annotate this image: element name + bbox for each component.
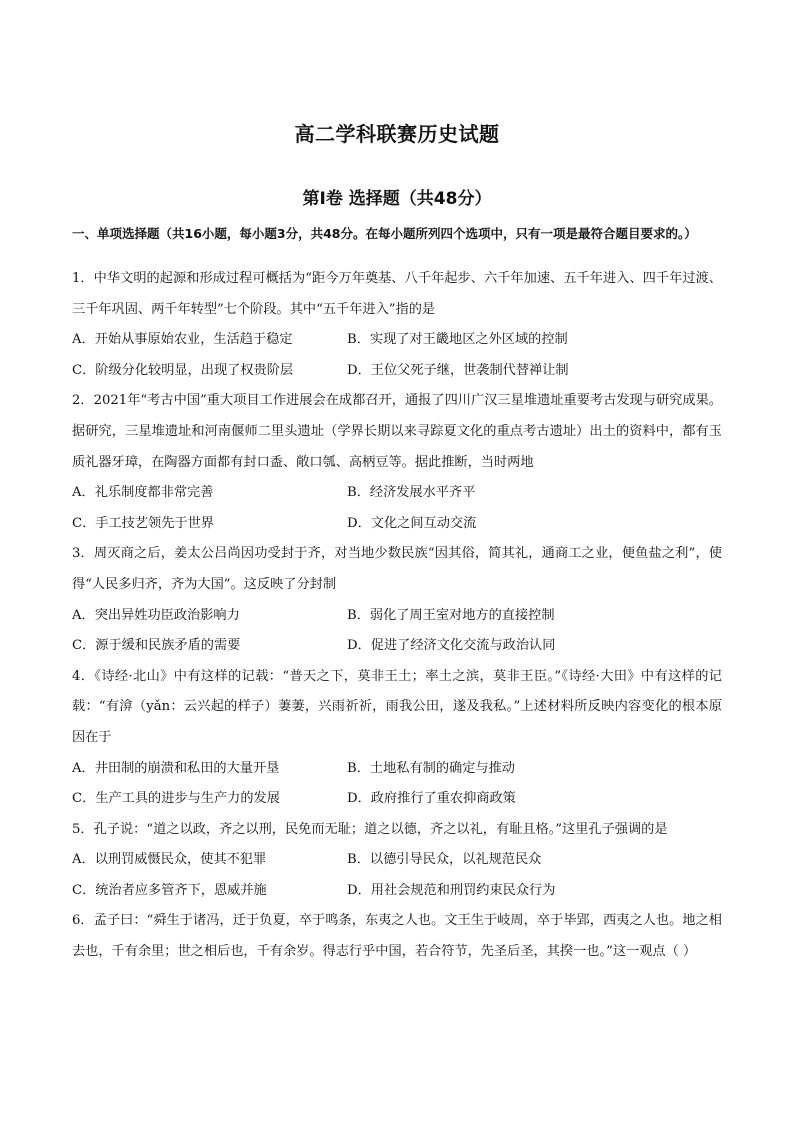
section-instructions: 一、单项选择题（共16小题，每小题3分，共48分。在每小题所列四个选项中，只有一项是最符合题目要求的。） [72, 226, 697, 241]
option-b: B．以德引导民众，以礼规范民众 [347, 852, 542, 868]
option-d: D．政府推行了重农抑商政策 [347, 791, 516, 807]
question [72, 539, 722, 661]
question-stem: 2．2021年“考古中国”重大项目工作进展会在成都召开，通报了四川广汉三星堆遗址重要考古发现与研究成果。据研究，三星堆遗址和河南偃师二里头遗址（学界长期以来寻踪夏文化的重点考古遗址）出土的资料中，都有玉质礼器牙璋，在陶器方面都有封口盉、敞口瓠、高柄豆等。据此推断，当时两地 [72, 393, 722, 470]
question-stem: 1．中华文明的起源和形成过程可概括为“距今万年奠基、八千年起步、六千年加速、五千年进入、四千年过渡、三千年巩固、两千年转型”七个阶段。其中“五千年进入”指的是 [72, 271, 722, 317]
question [72, 662, 722, 815]
option-c: C．源于缓和民族矛盾的需要 [72, 638, 241, 654]
option-a: A．井田制的崩溃和私田的大量开垦 [72, 760, 280, 776]
option-grid [72, 325, 722, 386]
option-d: D．文化之间互动交流 [347, 515, 477, 531]
question-stem: 5．孔子说：“道之以政，齐之以刑，民免而无耻；道之以德，齐之以礼，有耻且格。”这里孔子强调的是 [72, 821, 668, 837]
question-stem: 3．周灭商之后，姜太公吕尚因功受封于齐，对当地少数民族“因其俗，简其礼，通商工之业，便鱼盐之利”，使得“人民多归齐，齐为大国”。这反映了分封制 [72, 546, 722, 592]
option-b: B．经济发展水平齐平 [347, 485, 476, 501]
option-grid [72, 754, 722, 815]
question [72, 264, 722, 386]
option-grid [72, 478, 722, 539]
question-stem: 6．孟子曰：“舜生于诸冯，迁于负夏，卒于鸣条，东夷之人也。文王生于岐周，卒于毕郢，西夷之人也。地之相去也，千有余里；世之相后也，千有余岁。得志行乎中国，若合符节，先圣后圣，其揆一也。”这一观点（ ） [72, 913, 722, 960]
option-grid [72, 845, 722, 906]
option-b: B．土地私有制的确定与推动 [347, 760, 515, 776]
question-list [72, 264, 722, 968]
option-d: D．用社会规范和刑罚约束民众行为 [347, 882, 556, 898]
question [72, 815, 722, 907]
question-stem: 4．《诗经·北山》中有这样的记载：“普天之下，莫非王土；率土之滨，莫非王臣。”《诗经·大田》中有这样的记载：“有渰（yǎn：云兴起的样子）萋萋，兴雨祈祈，雨我公田，遂及我私。”上述材料所反映内容变化的根本原因在于 [72, 668, 722, 745]
option-a: A．以刑罚威慑民众，使其不犯罪 [72, 852, 267, 868]
exam-title: 高二学科联赛历史试题 [294, 122, 500, 146]
option-c: C．统治者应多管齐下，恩威并施 [72, 882, 267, 898]
option-c: C．生产工具的进步与生产力的发展 [72, 791, 280, 807]
question [72, 906, 722, 967]
option-c: C．阶级分化较明显，出现了权贵阶层 [72, 362, 294, 378]
option-d: D．促进了经济文化交流与政治认同 [347, 638, 556, 654]
option-a: A．礼乐制度都非常完善 [72, 485, 214, 501]
option-c: C．手工技艺领先于世界 [72, 515, 214, 531]
option-a: A．突出异姓功臣政治影响力 [72, 607, 240, 623]
option-grid [72, 601, 722, 662]
option-b: B．实现了对王畿地区之外区域的控制 [347, 332, 568, 348]
option-d: D．王位父死子继，世袭制代替禅让制 [347, 362, 569, 378]
option-a: A．开始从事原始农业，生活趋于稳定 [72, 332, 293, 348]
part-title: 第Ⅰ卷 选择题（共48分） [302, 189, 492, 209]
option-b: B．弱化了周王室对地方的直接控制 [347, 607, 555, 623]
question [72, 386, 722, 539]
